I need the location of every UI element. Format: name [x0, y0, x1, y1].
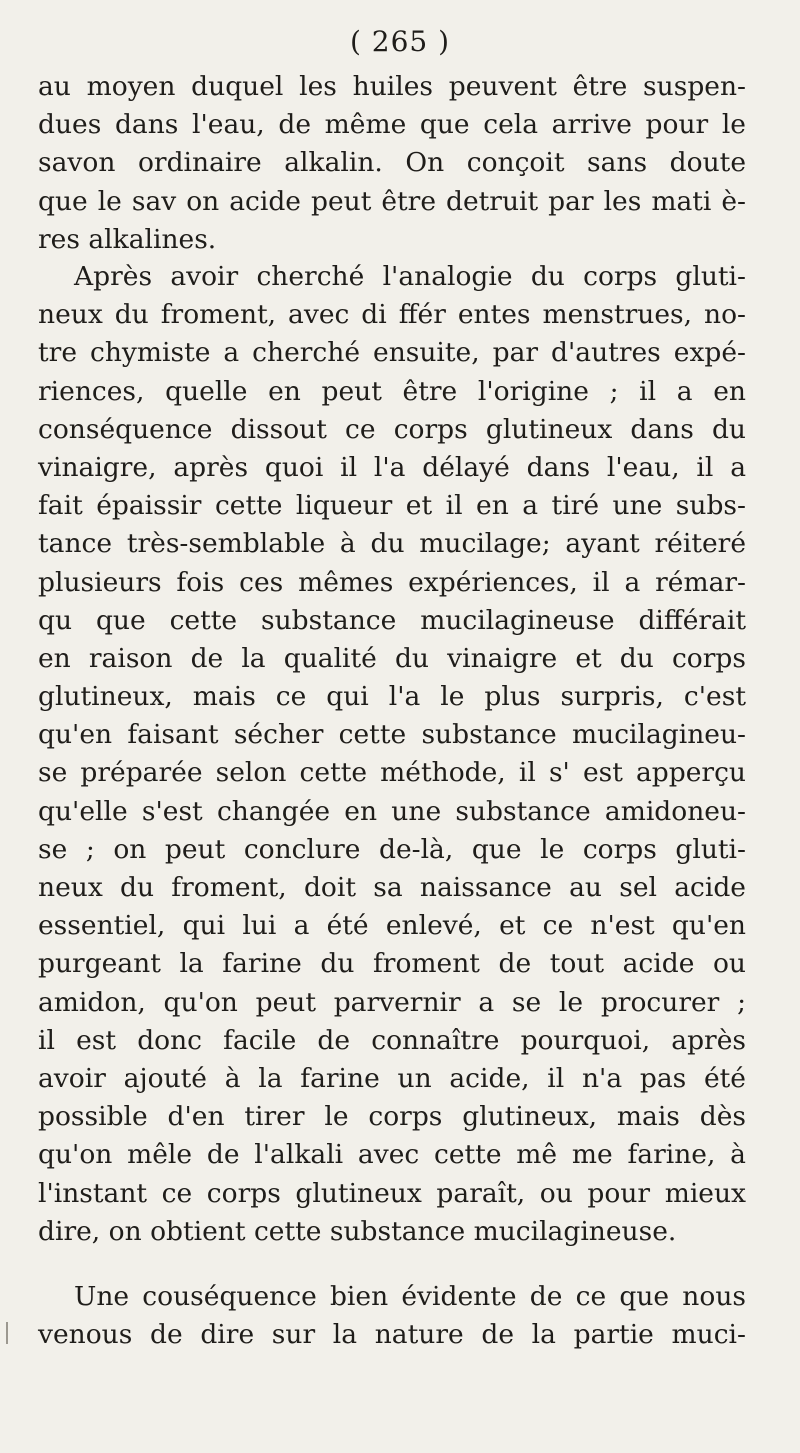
- text-line: qu'elle s'est changée en une substance amidoneu-: [38, 795, 746, 827]
- text-line: qu'on mêle de l'alkali avec cette mê me farine, à: [38, 1139, 746, 1171]
- text-line: Une couséquence bien évidente de ce que nous: [74, 1281, 746, 1312]
- text-line: possible d'en tirer le corps glutineux, mais dès: [38, 1101, 746, 1133]
- text-line: conséquence dissout ce corps glutineux dans du: [38, 413, 746, 445]
- text-line: dues dans l'eau, de même que cela arrive pour le: [38, 109, 746, 141]
- text-line: Après avoir cherché l'analogie du corps gluti-: [74, 261, 746, 292]
- text-line: fait épaissir cette liqueur et il en a tiré une subs-: [38, 490, 746, 522]
- text-line: tance très-semblable à du mucilage; ayant réiteré: [38, 528, 746, 560]
- text-line: neux du froment, avec di ffér entes menstrues, no-: [38, 299, 746, 331]
- text-line: res alkalines.: [38, 223, 217, 255]
- text-line: savon ordinaire alkalin. On conçoit sans doute: [38, 147, 746, 179]
- text-line: essentiel, qui lui a été enlevé, et ce n'est qu'en: [38, 910, 746, 942]
- text-line: riences, quelle en peut être l'origine ; il a en: [38, 375, 746, 407]
- text-line: que le sav on acide peut être detruit par les mati è-: [38, 185, 746, 217]
- text-line: plusieurs fois ces mêmes expériences, il a rémar-: [38, 566, 746, 598]
- text-line: avoir ajouté à la farine un acide, il n'a pas été: [38, 1062, 746, 1094]
- text-line: amidon, qu'on peut parvernir a se le procurer ;: [38, 986, 746, 1018]
- text-line: venous de dire sur la nature de la partie muci-: [38, 1319, 746, 1351]
- text-line: purgeant la farine du froment de tout acide ou: [38, 948, 746, 980]
- paragraph-2: [38, 258, 746, 1251]
- text-line: tre chymiste a cherché ensuite, par d'autres expé-: [38, 337, 746, 369]
- text-line: neux du froment, doit sa naissance au sel acide: [38, 872, 746, 903]
- text-line: se ; on peut conclure de-là, que le corps gluti-: [38, 833, 746, 865]
- text-line: dire, on obtient cette substance mucilagineuse.: [38, 1215, 677, 1247]
- text-line: se préparée selon cette méthode, il s' est apperçu: [38, 757, 746, 789]
- text-line: qu que cette substance mucilagineuse différait: [38, 604, 746, 636]
- text-line: en raison de la qualité du vinaigre et du corps: [38, 642, 746, 674]
- page-number: ( 265 ): [349, 25, 451, 58]
- text-line: glutineux, mais ce qui l'a le plus surpris, c'est: [38, 681, 746, 713]
- text-line: au moyen duquel les huiles peuvent être suspen-: [38, 71, 746, 102]
- paragraph-1: [38, 68, 746, 259]
- page-edge-mark: [6, 1322, 8, 1344]
- paragraph-3: [38, 1278, 746, 1354]
- text-line: vinaigre, après quoi il l'a délayé dans l'eau, il a: [38, 451, 746, 483]
- text-line: qu'en faisant sécher cette substance mucilagineu-: [38, 719, 746, 751]
- text-line: l'instant ce corps glutineux paraît, ou pour mieux: [38, 1177, 746, 1209]
- text-line: il est donc facile de connaître pourquoi, après: [38, 1024, 746, 1056]
